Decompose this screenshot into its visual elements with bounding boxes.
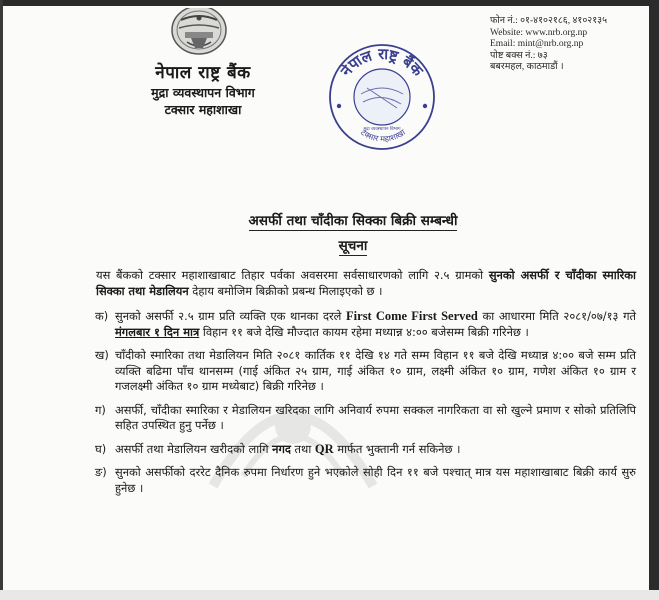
list-item-kha: ख) चाँदीको स्मारिका तथा मेडालियन मिति २०८१ कार्तिक ११ देखि १४ गते सम्म विहान ११ बजे देखि मध्यान्न ४:०० बजे सम्म प्रति व्यक्ति बढिमा पाँच थानसम्म (गाई अंकित २५ ग्राम, गाई अंकित १० ग्राम, लक्ष्मी अंकित १० ग्राम, गणेश अंकित १० ग्राम र गजलक्ष्मी अंकित १० ग्राम मध्येबाट) बिक्री गरिनेछ । bbox=[95, 348, 636, 393]
notice-body bbox=[96, 268, 636, 504]
list-item-gha: घ) असर्फी तथा मेडालियन खरीदको लागि नगद तथा QR मार्फत भुक्तानी गर्न सकिनेछ । bbox=[95, 441, 461, 456]
list-marker: घ) bbox=[95, 441, 107, 456]
list-item-nga: ङ) सुनको असर्फीको दररेट दैनिक रुपमा निर्धारण हुने भएकोले सोही दिन ११ बजे पश्चात् मात्र यस महाशाखाबाट बिक्री कार्य सुरु हुनेछ । bbox=[95, 465, 636, 495]
department-name: मुद्रा व्यवस्थापन विभाग bbox=[151, 85, 255, 100]
official-stamp-icon bbox=[327, 42, 437, 152]
notice-title: असर्फी तथा चाँदीका सिक्का बिक्री सम्बन्धी bbox=[248, 213, 458, 229]
phone-number: फोन नं.: ०१-४१०२१८६, ४१०२१३५ bbox=[490, 16, 608, 26]
website: Website: www.nrb.org.np bbox=[490, 27, 588, 38]
nrb-emblem-icon bbox=[169, 8, 229, 58]
address: बबरमहल, काठमाडौं । bbox=[490, 62, 564, 72]
list-marker: ख) bbox=[95, 348, 109, 362]
letterhead bbox=[133, 62, 273, 118]
svg-text:नेपाल राष्ट्र बैंक: नेपाल राष्ट्र बैंक bbox=[336, 44, 427, 80]
list-marker: क) bbox=[95, 309, 109, 323]
notice-document-page bbox=[3, 6, 649, 590]
notice-subtitle: सूचना bbox=[338, 238, 368, 254]
list-marker: ग) bbox=[95, 402, 106, 417]
intro-paragraph: यस बैंकको टक्सार महाशाखाबाट तिहार पर्वका अवसरमा सर्वसाधारणको लागि २.५ ग्रामको सुनको असर्फी र चाँदीका स्मारिका सिक्का तथा मेडालियन देहाय बमोजिम बिक्रीको प्रबन्ध मिलाइएको छ । bbox=[96, 268, 636, 298]
bottom-margin bbox=[0, 590, 659, 600]
list-item-ka: क) सुनको असर्फी २.५ ग्राम प्रति व्यक्ति एक थानका दरले First Come First Served का आधारमा मिति २०८१/०७/१३ गते मंगलबार १ दिन मात्र विहान ११ बजे देखि मौज्दात कायम रहेमा मध्यान्न ४:०० बजेसम्म बिक्री गरिनेछ । bbox=[95, 309, 637, 339]
email: Email: mint@nrb.org.np bbox=[490, 39, 584, 49]
list-marker: ङ) bbox=[95, 465, 107, 479]
organization-name: नेपाल राष्ट्र बैंक bbox=[155, 63, 251, 83]
svg-text:मुद्रा व्यवस्थापन विभाग: मुद्रा व्यवस्थापन विभाग bbox=[363, 127, 401, 132]
list-item-ga: ग) असर्फी, चाँदीका स्मारिका र मेडालियन खरिदका लागि अनिवार्य रुपमा सक्कल नागरिकता वा सो खुल्ने प्रमाण र सोको प्रतिलिपि सहित उपस्थित हुनु पर्नेछ । bbox=[95, 402, 636, 432]
contact-block bbox=[490, 16, 607, 74]
po-box: पोष्ट बक्स नं.: ७३ bbox=[490, 50, 548, 61]
branch-name: टक्सार महाशाखा bbox=[164, 102, 242, 117]
svg-text:टक्सार महाशाखा: टक्सार महाशाखा bbox=[359, 127, 407, 144]
